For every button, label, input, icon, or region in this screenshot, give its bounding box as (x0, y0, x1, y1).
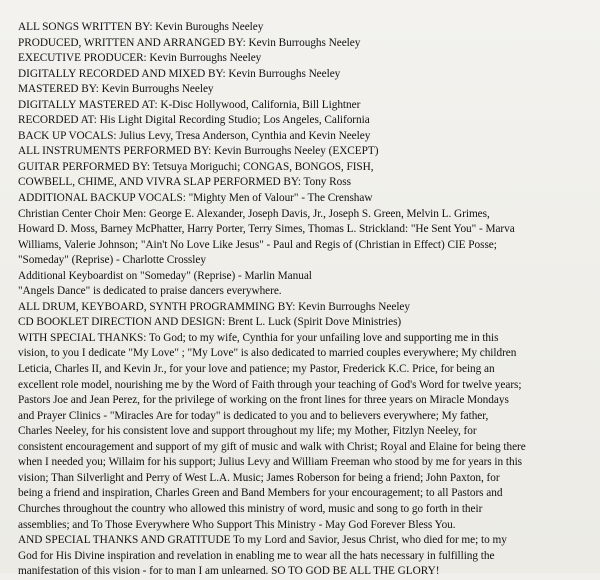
credits-text-block (18, 20, 593, 580)
credit-line: manifestation of this vision - for to man I am unlearned. SO TO GOD BE ALL THE GLORY! (18, 565, 440, 578)
credit-line: PRODUCED, WRITTEN AND ARRANGED BY: Kevin Burroughs Neeley (18, 36, 361, 49)
credit-line: Leticia, Charles II, and Kevin Jr., for your love and patience; my Pastor, Frederick K.C. Price, for being an (18, 363, 495, 376)
credit-line: AND SPECIAL THANKS AND GRATITUDE To my Lord and Savior, Jesus Christ, who died for me; to my (18, 534, 507, 547)
credit-line: assemblies; and To Those Everywhere Who Support This Ministry - May God Forever Bless You. (18, 518, 456, 531)
credit-line: ALL SONGS WRITTEN BY: Kevin Buroughs Neeley (18, 21, 264, 33)
credit-line: consistent encouragement and support of my gift of music and walk with Christ; Royal and Elaine for being there (18, 440, 526, 453)
credit-line: vision; Than Silverlight and Perry of West L.A. Music; James Roberson for being a friend; John Paxton, for (18, 471, 500, 484)
credit-line: EXECUTIVE PRODUCER: Kevin Burroughs Neeley (18, 52, 262, 65)
credit-line: God for His Divine inspiration and revelation in enabling me to wear all the hats necessary in fulfilling the (18, 549, 495, 562)
credit-line: ALL DRUM, KEYBOARD, SYNTH PROGRAMMING BY: Kevin Burroughs Neeley (18, 300, 410, 313)
credit-line: when I needed you; Willaim for his support; Julius Levy and William Freeman who stood by me for years in this (18, 456, 523, 469)
credit-line: BACK UP VOCALS: Julius Levy, Tresa Anderson, Cynthia and Kevin Neeley (18, 129, 371, 142)
credit-line: WITH SPECIAL THANKS: To God; to my wife, Cynthia for your unfailing love and supporting me in this (18, 331, 499, 344)
credit-line: and Prayer Clinics - "Miracles Are for today" is dedicated to you and to believers everywhere; My father, (18, 409, 489, 422)
credit-line: vision, to you I dedicate "My Love" ; "My Love" is also dedicated to married couples everywhere; My children (18, 347, 517, 360)
credit-line: Williams, Valerie Johnson; "Ain't No Love Like Jesus" - Paul and Regis of (Christian in Effect) CIE Posse; (18, 238, 497, 251)
credit-line: CD BOOKLET DIRECTION AND DESIGN: Brent L. Luck (Spirit Dove Ministries) (18, 316, 402, 329)
credit-line: DIGITALLY RECORDED AND MIXED BY: Kevin Burroughs Neeley (18, 67, 341, 80)
credit-line: Howard D. Moss, Barney McPhatter, Harry Porter, Terry Simes, Thomas L. Strickland: "He Sent You" - Marva (18, 223, 515, 236)
credit-line: COWBELL, CHIME, AND VIVRA SLAP PERFORMED BY: Tony Ross (18, 176, 351, 189)
credit-line: Pastors Joe and Jean Perez, for the privilege of working on the front lines for three years on Miracle Mondays (18, 394, 509, 407)
credit-line: Charles Neeley, for his consistent love and support throughout my life; my Mother, Fitzlyn Neeley, for (18, 425, 477, 438)
credit-line: ALL INSTRUMENTS PERFORMED BY: Kevin Burroughs Neeley (EXCEPT) (18, 145, 379, 158)
credit-line: GUITAR PERFORMED BY: Tetsuya Moriguchi; CONGAS, BONGOS, FISH, (18, 160, 374, 173)
credit-line: "Angels Dance" is dedicated to praise dancers everywhere. (18, 285, 282, 298)
credit-line: "Someday" (Reprise) - Charlotte Crossley (18, 254, 206, 267)
credit-line: DIGITALLY MASTERED AT: K-Disc Hollywood, California, Bill Lightner (18, 98, 361, 111)
credit-line: ADDITIONAL BACKUP VOCALS: "Mighty Men of Valour" - The Crenshaw (18, 192, 373, 205)
credit-line: Additional Keyboardist on "Someday" (Reprise) - Marlin Manual (18, 269, 312, 282)
credit-line: excellent role model, nourishing me by the Word of Faith through your teaching of God's Word for twelve years; (18, 378, 522, 391)
credit-line: Churches throughout the country who allowed this ministry of word, music and song to go forth in their (18, 502, 483, 515)
credit-line: being a friend and inspiration, Charles Green and Band Members for your encouragement; to all Pastors and (18, 487, 503, 500)
credit-line: MASTERED BY: Kevin Burroughs Neeley (18, 83, 214, 96)
credit-line: RECORDED AT: His Light Digital Recording Studio; Los Angeles, California (18, 114, 370, 127)
credit-line: Christian Center Choir Men: George E. Alexander, Joseph Davis, Jr., Joseph S. Green, Melvin L. Grimes, (18, 207, 490, 220)
